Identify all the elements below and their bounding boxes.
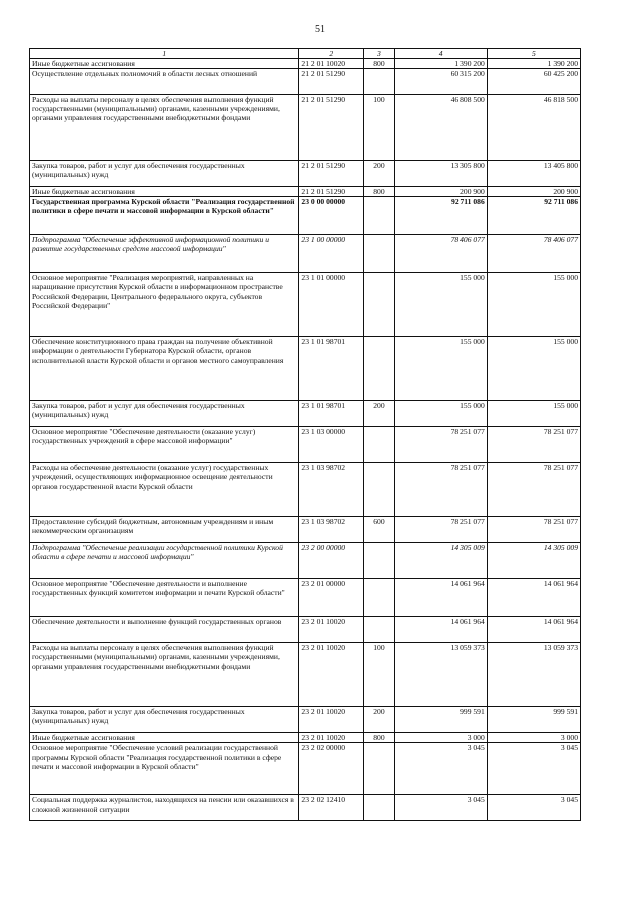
row-code: 23 1 01 98701	[299, 337, 364, 401]
row-amount-2: 13 405 800	[487, 161, 580, 187]
table-row	[30, 617, 581, 643]
row-code: 23 1 00 00000	[299, 235, 364, 273]
page-number: 51	[315, 24, 325, 35]
header-col-4: 4	[394, 49, 487, 59]
row-amount-2: 46 818 500	[487, 95, 580, 161]
row-code: 21 2 01 10020	[299, 59, 364, 69]
row-code: 23 2 01 10020	[299, 643, 364, 707]
row-name: Основное мероприятие "Обеспечение деятельности и выполнение государственных функций комитетом информации и печати Курской области"	[30, 579, 299, 617]
row-amount-2: 78 251 077	[487, 517, 580, 543]
row-name: Иные бюджетные ассигнования	[30, 187, 299, 197]
row-name: Иные бюджетные ассигнования	[30, 59, 299, 69]
row-code: 23 2 02 00000	[299, 743, 364, 795]
row-expense-type	[364, 197, 394, 235]
header-col-3: 3	[364, 49, 394, 59]
row-amount-2: 78 406 077	[487, 235, 580, 273]
row-expense-type	[364, 579, 394, 617]
row-amount-1: 14 305 009	[394, 543, 487, 579]
row-amount-1: 200 900	[394, 187, 487, 197]
row-name: Подпрограмма "Обеспечение эффективной информационной политики и развитие государственных средств массовой информации"	[30, 235, 299, 273]
row-name: Расходы на выплаты персоналу в целях обеспечения выполнения функций государственными (муниципальными) органами, казенными учреждениями, органами управления государственными внебюджетными фондами	[30, 643, 299, 707]
row-amount-2: 14 061 964	[487, 617, 580, 643]
row-amount-1: 14 061 964	[394, 579, 487, 617]
row-amount-2: 999 591	[487, 707, 580, 733]
row-expense-type: 800	[364, 59, 394, 69]
row-amount-1: 13 305 800	[394, 161, 487, 187]
row-name: Основное мероприятие "Обеспечение деятельности (оказание услуг) государственных учреждений в сфере массовой информации"	[30, 427, 299, 463]
table-row	[30, 643, 581, 707]
row-amount-2: 14 061 964	[487, 579, 580, 617]
header-col-2: 2	[299, 49, 364, 59]
row-amount-1: 78 251 077	[394, 463, 487, 517]
row-expense-type: 100	[364, 643, 394, 707]
row-amount-2: 3 000	[487, 733, 580, 743]
table-row	[30, 273, 581, 337]
row-amount-2: 60 425 200	[487, 69, 580, 95]
row-amount-1: 46 808 500	[394, 95, 487, 161]
table-header-row	[30, 49, 581, 59]
row-expense-type	[364, 617, 394, 643]
row-amount-1: 155 000	[394, 273, 487, 337]
row-name: Расходы на выплаты персоналу в целях обеспечения выполнения функций государственными (муниципальными) органами, казенными учреждениями, органами управления государственными внебюджетными фондами	[30, 95, 299, 161]
row-name: Предоставление субсидий бюджетным, автономным учреждениям и иным некоммерческим организациям	[30, 517, 299, 543]
row-name: Социальная поддержка журналистов, находящихся на пенсии или оказавшихся в сложной жизненной ситуации	[30, 795, 299, 821]
row-expense-type	[364, 235, 394, 273]
row-code: 23 2 02 12410	[299, 795, 364, 821]
table-row	[30, 337, 581, 401]
table-row	[30, 427, 581, 463]
row-expense-type	[364, 543, 394, 579]
table-row	[30, 161, 581, 187]
row-expense-type: 200	[364, 401, 394, 427]
row-amount-1: 14 061 964	[394, 617, 487, 643]
row-amount-1: 13 059 373	[394, 643, 487, 707]
row-code: 23 2 01 10020	[299, 617, 364, 643]
row-name: Основное мероприятие "Обеспечение условий реализации государственной программы Курской области "Реализация государственной политики в сфере печати и массовой информации в Курской области"	[30, 743, 299, 795]
row-amount-2: 13 059 373	[487, 643, 580, 707]
table-row	[30, 187, 581, 197]
row-name: Закупка товаров, работ и услуг для обеспечения государственных (муниципальных) нужд	[30, 401, 299, 427]
table-row	[30, 463, 581, 517]
row-expense-type: 800	[364, 187, 394, 197]
row-amount-2: 78 251 077	[487, 427, 580, 463]
row-amount-2: 3 045	[487, 743, 580, 795]
table-row	[30, 517, 581, 543]
row-code: 21 2 01 51290	[299, 95, 364, 161]
row-code: 23 0 00 00000	[299, 197, 364, 235]
table-row	[30, 579, 581, 617]
row-expense-type	[364, 337, 394, 401]
table-row	[30, 733, 581, 743]
row-amount-2: 78 251 077	[487, 463, 580, 517]
row-name: Закупка товаров, работ и услуг для обеспечения государственных (муниципальных) нужд	[30, 707, 299, 733]
row-amount-2: 155 000	[487, 401, 580, 427]
row-expense-type	[364, 69, 394, 95]
row-name: Осуществление отдельных полномочий в области лесных отношений	[30, 69, 299, 95]
row-code: 23 2 01 00000	[299, 579, 364, 617]
row-name: Расходы на обеспечение деятельности (оказание услуг) государственных учреждений, осуществляющих информационное освещение деятельности органов государственной власти Курской области	[30, 463, 299, 517]
row-amount-1: 78 406 077	[394, 235, 487, 273]
row-name: Обеспечение деятельности и выполнение функций государственных органов	[30, 617, 299, 643]
row-amount-2: 200 900	[487, 187, 580, 197]
header-col-1: 1	[30, 49, 299, 59]
row-code: 23 2 00 00000	[299, 543, 364, 579]
row-name: Подпрограмма "Обеспечение реализации государственной политики Курской области в сфере печати и массовой информации"	[30, 543, 299, 579]
row-amount-2: 3 045	[487, 795, 580, 821]
row-expense-type	[364, 427, 394, 463]
row-name: Государственная программа Курской области "Реализация государственной политики в сфере печати и массовой информации в Курской области"	[30, 197, 299, 235]
row-name: Обеспечение конституционного права граждан на получение объективной информации о деятельности Губернатора Курской области, органов исполнительной власти Курской области и органов местного самоуправления	[30, 337, 299, 401]
row-amount-1: 78 251 077	[394, 427, 487, 463]
row-expense-type	[364, 743, 394, 795]
row-expense-type: 200	[364, 161, 394, 187]
row-code: 23 2 01 10020	[299, 707, 364, 733]
row-amount-1: 3 045	[394, 795, 487, 821]
row-code: 23 1 01 98701	[299, 401, 364, 427]
header-col-5: 5	[487, 49, 580, 59]
row-code: 23 1 01 00000	[299, 273, 364, 337]
row-code: 23 1 03 98702	[299, 517, 364, 543]
table-row	[30, 795, 581, 821]
row-code: 21 2 01 51290	[299, 161, 364, 187]
row-code: 21 2 01 51290	[299, 69, 364, 95]
row-amount-2: 155 000	[487, 337, 580, 401]
row-amount-1: 60 315 200	[394, 69, 487, 95]
row-amount-2: 155 000	[487, 273, 580, 337]
row-amount-1: 1 390 200	[394, 59, 487, 69]
row-amount-2: 92 711 086	[487, 197, 580, 235]
row-expense-type: 800	[364, 733, 394, 743]
row-expense-type: 600	[364, 517, 394, 543]
row-name: Основное мероприятие "Реализация мероприятий, направленных на наращивание присутствия Курской области в информационном пространстве Российской Федерации, Центрального федерального округа, субъектов Российской Федерации"	[30, 273, 299, 337]
row-amount-1: 92 711 086	[394, 197, 487, 235]
row-code: 21 2 01 51290	[299, 187, 364, 197]
row-amount-1: 999 591	[394, 707, 487, 733]
table-row	[30, 235, 581, 273]
table-row	[30, 197, 581, 235]
row-code: 23 2 01 10020	[299, 733, 364, 743]
table-row	[30, 743, 581, 795]
row-expense-type	[364, 273, 394, 337]
row-expense-type	[364, 463, 394, 517]
table-row	[30, 401, 581, 427]
row-code: 23 1 03 98702	[299, 463, 364, 517]
row-amount-1: 78 251 077	[394, 517, 487, 543]
row-expense-type	[364, 795, 394, 821]
table-row	[30, 707, 581, 733]
row-amount-1: 155 000	[394, 337, 487, 401]
row-amount-2: 14 305 009	[487, 543, 580, 579]
row-name: Закупка товаров, работ и услуг для обеспечения государственных (муниципальных) нужд	[30, 161, 299, 187]
row-amount-1: 155 000	[394, 401, 487, 427]
row-code: 23 1 03 00000	[299, 427, 364, 463]
table-row	[30, 95, 581, 161]
budget-table	[29, 48, 581, 821]
table-row	[30, 543, 581, 579]
row-expense-type: 100	[364, 95, 394, 161]
row-expense-type: 200	[364, 707, 394, 733]
table-row	[30, 59, 581, 69]
row-amount-2: 1 390 200	[487, 59, 580, 69]
row-amount-1: 3 000	[394, 733, 487, 743]
table-row	[30, 69, 581, 95]
row-amount-1: 3 045	[394, 743, 487, 795]
row-name: Иные бюджетные ассигнования	[30, 733, 299, 743]
